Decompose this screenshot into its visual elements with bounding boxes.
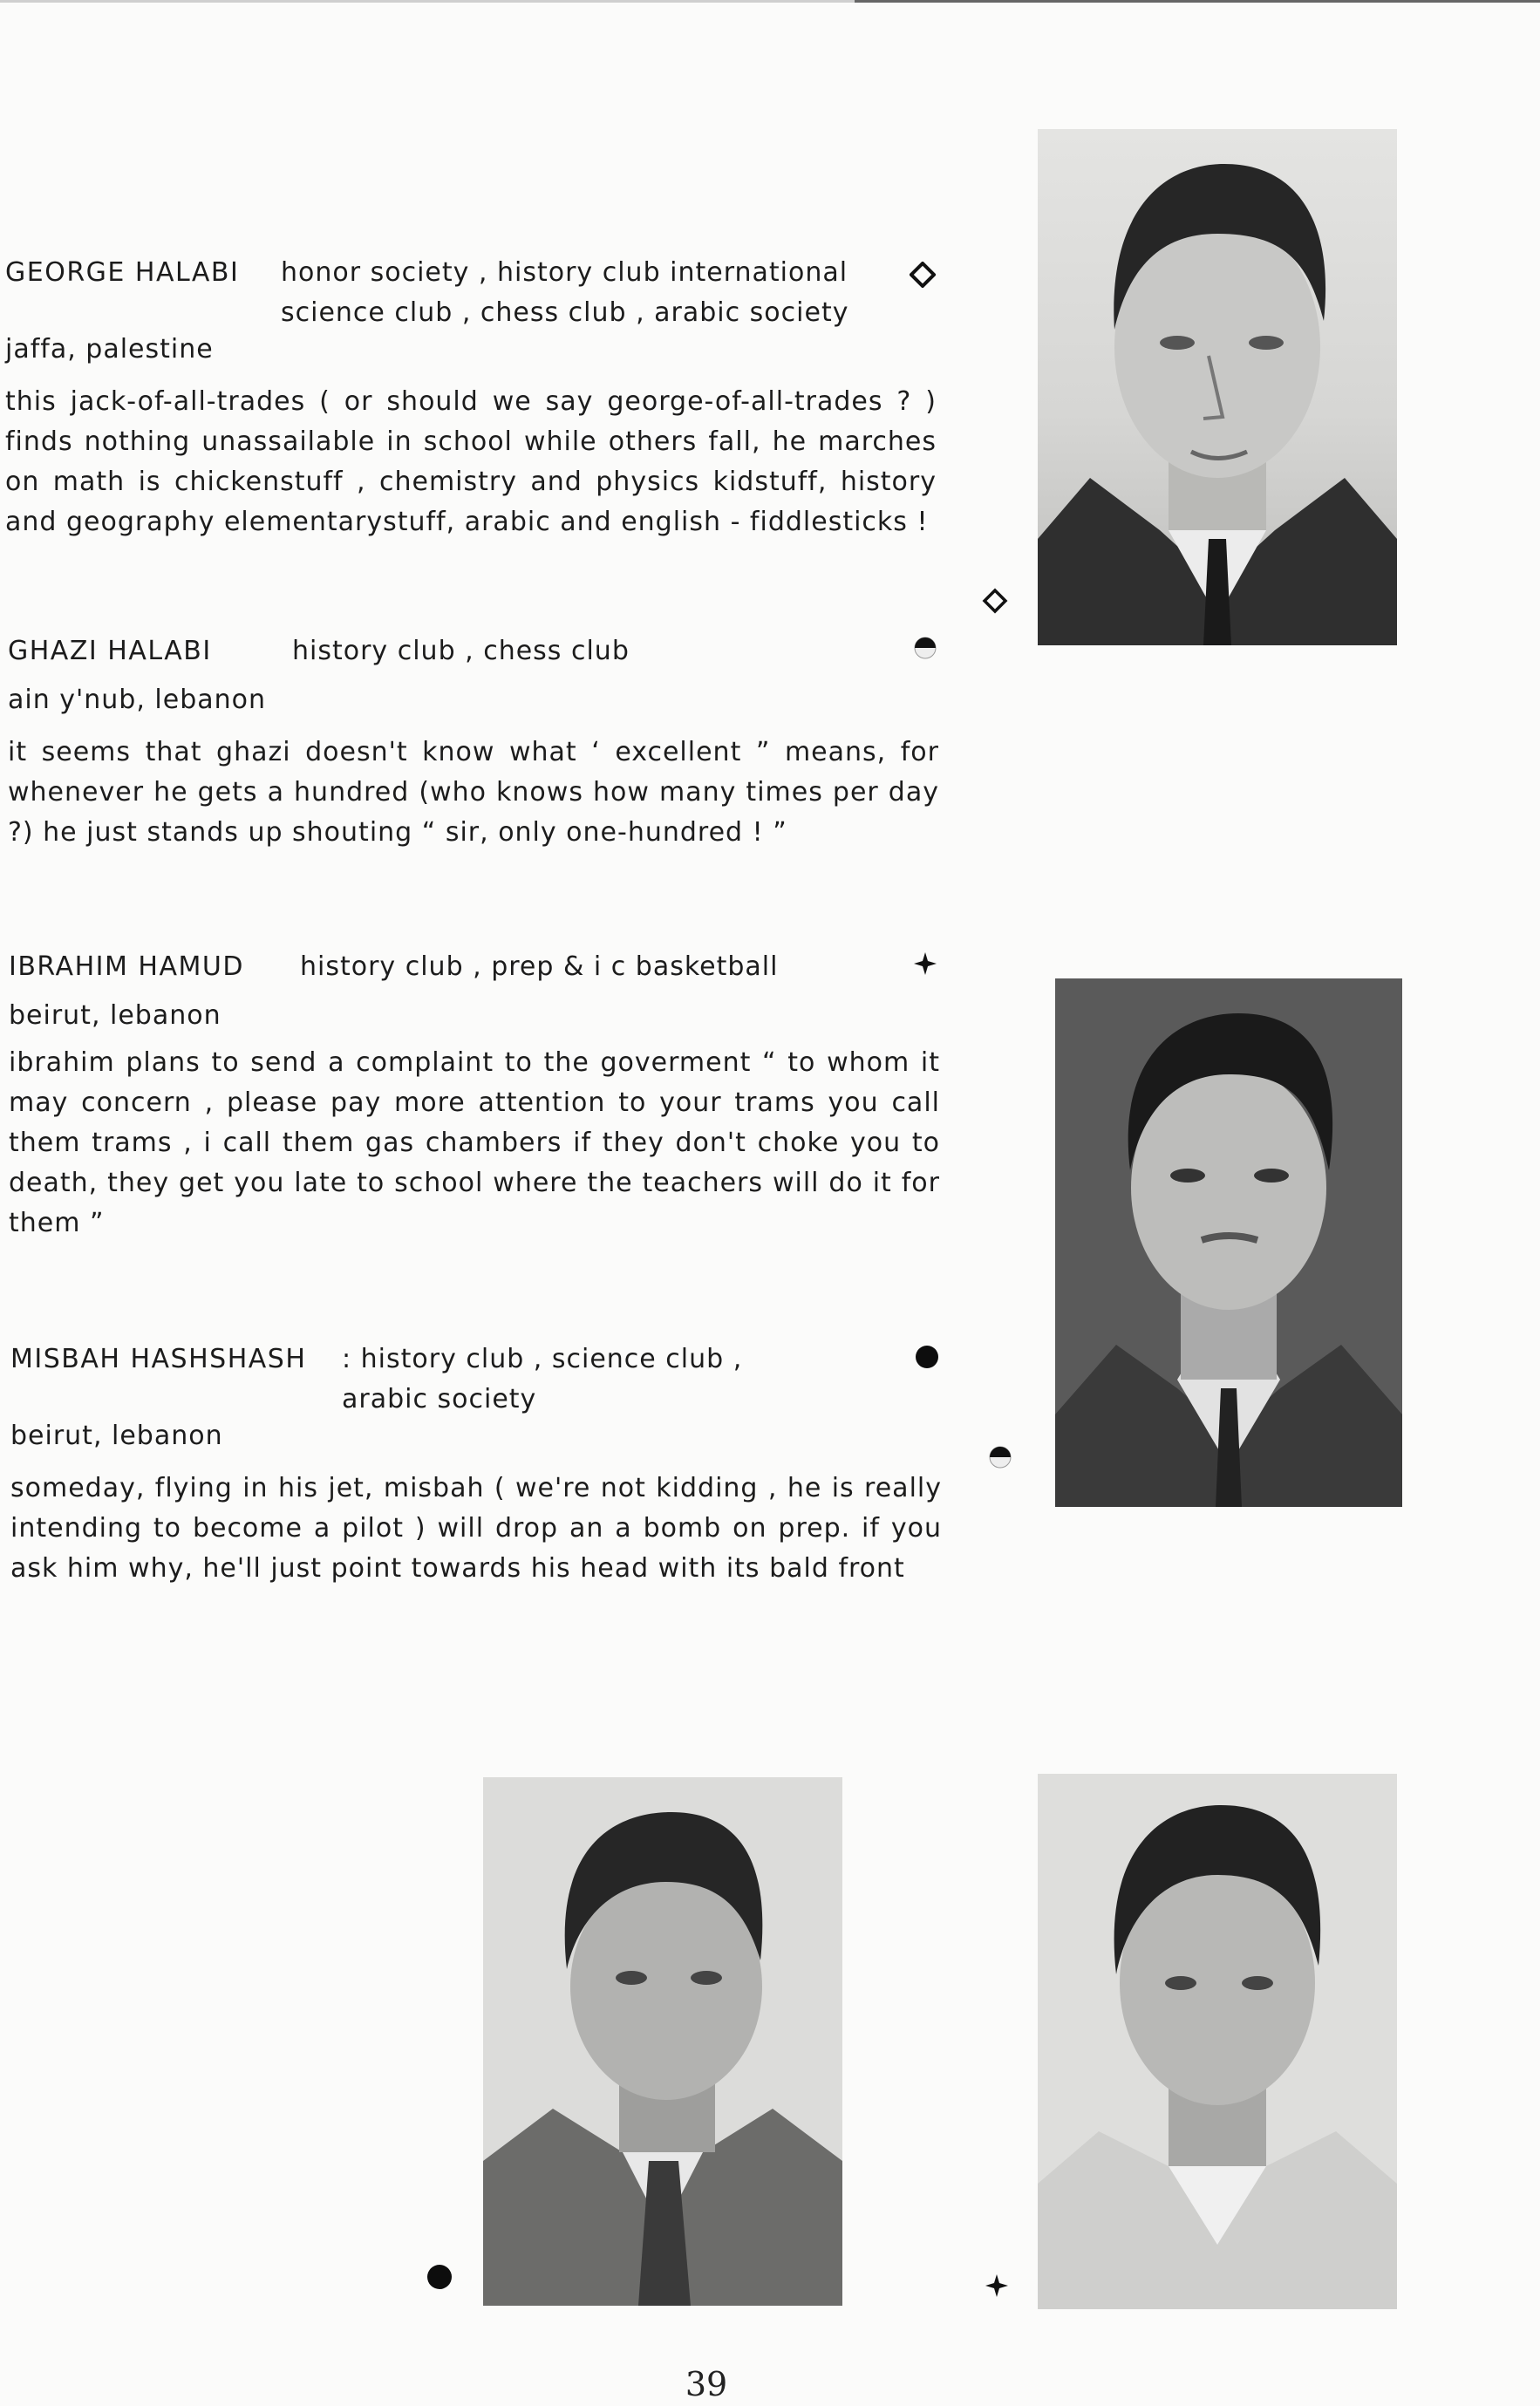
entry-header — [9, 947, 940, 987]
four-point-star-icon — [912, 951, 938, 977]
bio-text: it seems that ghazi doesn't know what ‘ excellent ” means, for whenever he gets a hundred (who knows how many times per day ?) he just stands up shouting “ sir, only one-hundred ! ” — [8, 737, 939, 848]
page-number: 39 — [685, 2365, 728, 2403]
portrait-photo-ghazi-halabi — [1038, 1774, 1397, 2309]
four-point-star-icon — [984, 2273, 1010, 2299]
half-disc-icon — [912, 635, 938, 661]
portrait-photo-misbah-hashshash — [483, 1777, 842, 2306]
half-disc-icon — [987, 1444, 1013, 1470]
diamond-outline-icon — [910, 262, 936, 288]
hometown: beirut, lebanon — [9, 1000, 221, 1031]
bio-text: someday, flying in his jet, misbah ( we're not kidding , he is really intending to become a pilot ) will drop an a bomb on prep. if you ask him why, he'll just point towards his head with its bald front — [10, 1473, 942, 1584]
entry-ibrahim-hamud — [9, 947, 940, 1244]
student-name: MISBAH HASHSHASH — [10, 1344, 307, 1374]
filled-disc-icon — [426, 2264, 453, 2290]
student-name: GEORGE HALABI — [5, 257, 240, 288]
hometown: beirut, lebanon — [10, 1421, 223, 1451]
club-list: history club , chess club — [292, 636, 630, 666]
entry-header — [8, 631, 939, 671]
entry-header — [10, 1339, 942, 1414]
hometown: ain y'nub, lebanon — [8, 685, 267, 715]
bio-text: this jack-of-all-trades ( or should we say george-of-all-trades ? ) finds nothing unassailable in school while others fall, he marches on math is chickenstuff , chemistry and physics kidstuff, history and geography elementarystuff, arabic and english - fiddlesticks ! — [5, 386, 937, 537]
bio-text: ibrahim plans to send a complaint to the goverment “ to whom it may concern , please pay more attention to your trams you call them trams , i call them gas chambers if they don't choke you to death, they get you late to school where the teachers will do it for them ” — [9, 1047, 940, 1238]
portrait-photo-ibrahim-hamud — [1055, 978, 1402, 1507]
entry-misbah-hashshash — [10, 1339, 942, 1589]
club-list: history club , prep & i c basketball — [300, 951, 779, 982]
hometown: jaffa, palestine — [5, 334, 214, 365]
entry-george-halabi — [5, 253, 937, 542]
entry-ghazi-halabi — [8, 631, 939, 853]
page-top-rule-dark — [855, 0, 1540, 3]
filled-disc-icon — [914, 1344, 940, 1370]
student-name: GHAZI HALABI — [8, 636, 212, 666]
portrait-photo-george-halabi — [1038, 129, 1397, 645]
entry-header — [5, 253, 937, 328]
club-list: honor society , history club international science club , chess club , arabic society — [281, 257, 849, 328]
club-list: : history club , science club , arabic society — [342, 1344, 743, 1414]
diamond-outline-icon — [982, 588, 1008, 614]
student-name: IBRAHIM HAMUD — [9, 951, 244, 982]
